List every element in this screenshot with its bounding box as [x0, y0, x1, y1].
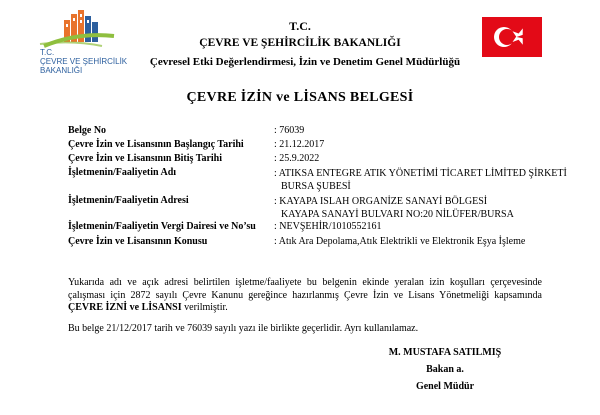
- grant-paragraph-text: Yukarıda adı ve açık adresi belirtilen işletme/faaliyete bu belgenin ekinde yeralan izin koşulları çerçevesinde çalışması için 2872 sayılı Çevre Kanunu gereğince hazırlanmış Çevre İzin ve Lisans Yönetmeliği kapsamında: [68, 277, 542, 301]
- label-license-subject: Çevre İzin ve Lisansının Konusu: [68, 236, 208, 247]
- grant-paragraph-bold: ÇEVRE İZNİ ve LİSANSI: [68, 302, 182, 313]
- grant-paragraph-end: verilmiştir.: [181, 302, 228, 313]
- grant-paragraph: [68, 277, 542, 315]
- validity-paragraph: Bu belge 21/12/2017 tarih ve 76039 sayılı yazı ile birlikte geçerlidir. Ayrı kullanılamaz.: [68, 323, 419, 334]
- label-tax-office: İşletmenin/Faaliyetin Vergi Dairesi ve No’su: [68, 221, 256, 232]
- value-facility-name: [274, 167, 567, 193]
- label-facility-name: İşletmenin/Faaliyetin Adı: [68, 167, 177, 178]
- logo-text-line3: BAKANLIĞI: [40, 66, 83, 75]
- signatory-name: M. MUSTAFA SATILMIŞ: [388, 347, 502, 358]
- value-end-date: : 25.9.2022: [274, 153, 320, 164]
- header-tc: T.C.: [289, 19, 311, 33]
- value-document-no: : 76039: [274, 125, 305, 136]
- label-end-date: Çevre İzin ve Lisansının Bitiş Tarihi: [68, 153, 223, 164]
- label-document-no: Belge No: [68, 125, 107, 136]
- value-facility-name-line1: : ATIKSA ENTEGRE ATIK YÖNETİMİ TİCARET LİMİTED ŞİRKETİ: [274, 168, 567, 179]
- certificate-title: ÇEVRE İZİN ve LİSANS BELGESİ: [186, 90, 414, 105]
- value-license-subject: : Atık Ara Depolama,Atık Elektrikli ve Elektronik Eşya İşleme: [274, 236, 526, 247]
- value-facility-address: [274, 195, 514, 221]
- logo-text-line2: ÇEVRE VE ŞEHİRCİLİK: [40, 57, 128, 66]
- signatory-role2: Genel Müdür: [415, 381, 475, 392]
- value-start-date: : 21.12.2017: [274, 139, 325, 150]
- value-facility-name-line2: BURSA ŞUBESİ: [281, 181, 351, 192]
- header-ministry: ÇEVRE VE ŞEHİRCİLİK BAKANLIĞI: [199, 37, 401, 49]
- label-facility-address: İşletmenin/Faaliyetin Adresi: [68, 195, 189, 206]
- value-tax-office: : NEVŞEHİR/1010552161: [274, 221, 382, 232]
- signatory-role1: Bakan a.: [426, 364, 464, 375]
- header-directorate: Çevresel Etki Değerlendirmesi, İzin ve Denetim Genel Müdürlüğü: [149, 56, 461, 68]
- value-facility-address-line1: : KAYAPA ISLAH ORGANİZE SANAYİ BÖLGESİ: [274, 196, 488, 207]
- value-facility-address-line2: KAYAPA SANAYİ BULVARI NO:20 NİLÜFER/BURSA: [281, 209, 514, 220]
- logo-text-line1: T.C.: [40, 48, 55, 57]
- label-start-date: Çevre İzin ve Lisansının Başlangıç Tarihi: [68, 139, 244, 150]
